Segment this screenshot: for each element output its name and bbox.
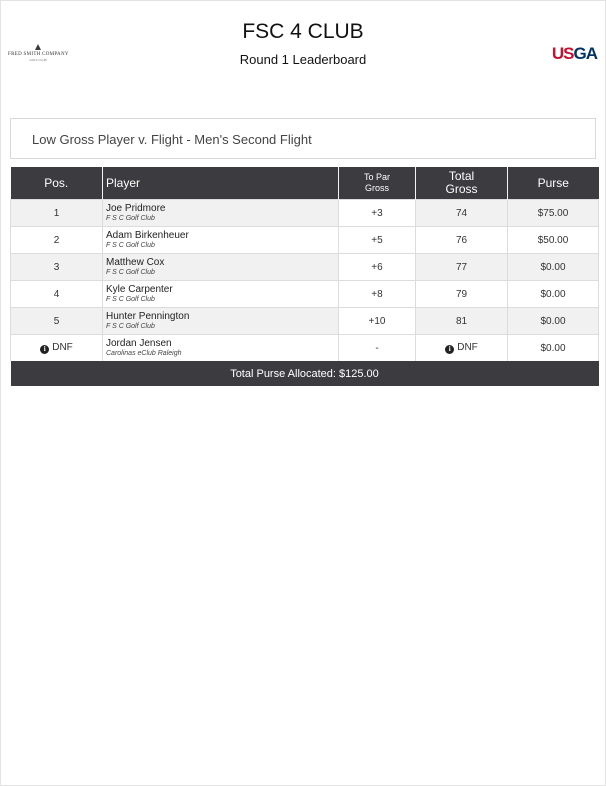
player-name: Matthew Cox <box>106 257 165 268</box>
cell-purse: $0.00 <box>508 254 599 281</box>
col-header-total-line2: Gross <box>445 182 478 196</box>
pos-status: DNF <box>52 342 73 353</box>
col-header-total-line1: Total <box>448 169 475 183</box>
total-purse-label: Total Purse Allocated: $125.00 <box>11 361 599 386</box>
cell-player[interactable] <box>103 200 339 227</box>
cell-pos: 1 <box>11 200 103 227</box>
cell-to-par: +10 <box>339 308 416 335</box>
club-logo-subtext: GOLF CLUB <box>29 58 47 62</box>
info-icon[interactable]: i <box>40 345 49 354</box>
usga-logo-ga: GA <box>573 44 597 63</box>
cell-to-par: +3 <box>339 200 416 227</box>
cell-purse: $0.00 <box>508 335 599 362</box>
cell-total[interactable] <box>416 335 508 362</box>
cell-player[interactable] <box>103 227 339 254</box>
col-header-to-par[interactable] <box>339 167 416 200</box>
player-name: Kyle Carpenter <box>106 284 173 295</box>
cell-purse: $50.00 <box>508 227 599 254</box>
player-club: F S C Golf Club <box>106 215 155 222</box>
cell-total: 76 <box>416 227 508 254</box>
col-header-total[interactable] <box>416 167 508 200</box>
cell-to-par: +5 <box>339 227 416 254</box>
cell-total: 79 <box>416 281 508 308</box>
page-subtitle: Round 1 Leaderboard <box>239 52 367 67</box>
cell-pos: 2 <box>11 227 103 254</box>
player-club: Carolinas eClub Raleigh <box>106 350 182 357</box>
cell-purse: $0.00 <box>508 308 599 335</box>
cell-player[interactable] <box>103 308 339 335</box>
player-club: F S C Golf Club <box>106 296 155 303</box>
table-row[interactable] <box>11 335 599 362</box>
cell-total: 81 <box>416 308 508 335</box>
flight-title: Low Gross Player v. Flight - Men's Second Flight <box>32 132 312 147</box>
cell-pos: 5 <box>11 308 103 335</box>
cell-to-par: - <box>339 335 416 362</box>
table-header-row <box>11 167 599 200</box>
club-logo-text: FRED SMITH COMPANY <box>8 52 69 57</box>
player-name: Hunter Pennington <box>106 311 190 322</box>
table-row[interactable] <box>11 227 599 254</box>
player-club: F S C Golf Club <box>106 323 155 330</box>
leaderboard-table <box>10 167 599 386</box>
col-header-to-par-line1: To Par <box>363 172 390 182</box>
player-name: Joe Pridmore <box>106 203 166 214</box>
usga-logo <box>552 44 597 64</box>
tree-icon <box>35 44 41 50</box>
player-club: F S C Golf Club <box>106 242 155 249</box>
cell-player[interactable] <box>103 254 339 281</box>
cell-player[interactable] <box>103 281 339 308</box>
col-header-player[interactable]: Player <box>103 167 339 200</box>
player-club: F S C Golf Club <box>106 269 155 276</box>
table-footer-row <box>11 361 599 386</box>
cell-purse: $75.00 <box>508 200 599 227</box>
cell-pos: 3 <box>11 254 103 281</box>
page-title: FSC 4 CLUB <box>242 20 364 43</box>
usga-logo-us: US <box>551 44 574 63</box>
cell-to-par: +8 <box>339 281 416 308</box>
col-header-purse[interactable]: Purse <box>508 167 599 200</box>
col-header-to-par-line2: Gross <box>364 183 389 193</box>
cell-purse: $0.00 <box>508 281 599 308</box>
cell-player[interactable] <box>103 335 339 362</box>
col-header-pos[interactable]: Pos. <box>11 167 103 200</box>
cell-pos[interactable] <box>11 335 103 362</box>
table-row[interactable] <box>11 200 599 227</box>
player-name: Jordan Jensen <box>106 338 172 349</box>
flight-title-box <box>10 118 596 159</box>
cell-total: 74 <box>416 200 508 227</box>
table-row[interactable] <box>11 281 599 308</box>
info-icon[interactable]: i <box>445 345 454 354</box>
cell-total: 77 <box>416 254 508 281</box>
player-name: Adam Birkenheuer <box>106 230 189 241</box>
cell-to-par: +6 <box>339 254 416 281</box>
cell-pos: 4 <box>11 281 103 308</box>
total-status: DNF <box>457 342 478 353</box>
table-row[interactable] <box>11 254 599 281</box>
table-row[interactable] <box>11 308 599 335</box>
